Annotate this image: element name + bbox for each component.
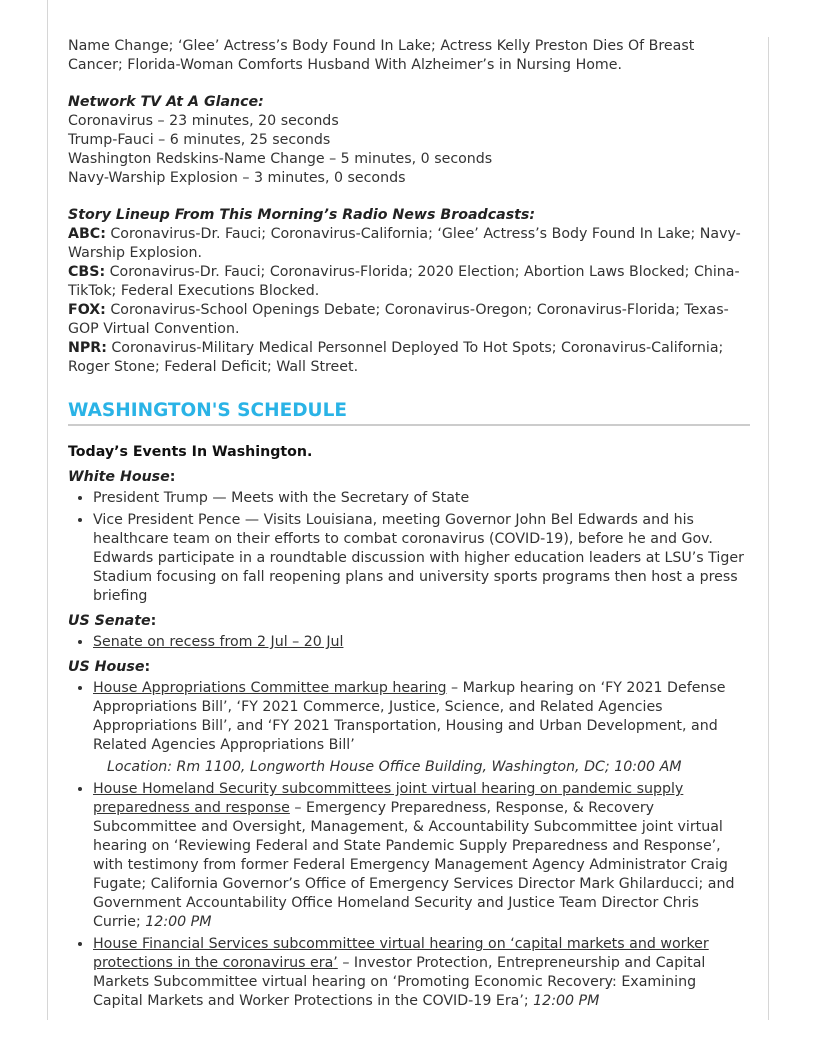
branch-label: US House [68,659,145,675]
hearing-time: 12:00 PM [145,914,212,930]
left-border [47,0,48,1020]
radio-stories: Coronavirus-Dr. Fauci; Coronavirus-California; ‘Glee’ Actress’s Body Found In Lake; Navy-Warship Explosion. [68,226,741,261]
network-tv-item: Navy-Warship Explosion – 3 minutes, 0 seconds [68,170,406,186]
network-name: NPR: [68,340,107,356]
branch-label: US Senate [68,613,151,629]
radio-item-fox [68,301,750,339]
radio-item-npr [68,339,750,377]
network-name: FOX: [68,302,106,318]
schedule-section-title: WASHINGTON'S SCHEDULE [68,399,750,426]
hearing-time: 12:00 PM [533,993,600,1009]
senate-recess-link[interactable]: Senate on recess from 2 Jul – 20 Jul [93,634,344,650]
house-heading [68,658,750,677]
hearing-description: – Investor Protection, Entrepreneurship and Capital Markets Subcommittee virtual hearing on ‘Promoting Economic Recovery: Examining Capital Markets and Worker Protections in the COVID-19 Era’; [93,955,706,1009]
senate-heading [68,612,750,631]
newsletter-content [68,37,750,1014]
hearing-location: Location: Rm 1100, Longworth House Office Building, Washington, DC; 10:00 AM [107,759,682,775]
radio-stories: Coronavirus-Dr. Fauci; Coronavirus-Florida; 2020 Election; Abortion Laws Blocked; China-TikTok; Federal Executions Blocked. [68,264,740,299]
branch-colon: : [169,469,176,485]
radio-stories: Coronavirus-School Openings Debate; Coronavirus-Oregon; Coronavirus-Florida; Texas-GOP Virtual Convention. [68,302,729,337]
homeland-security-hearing-link[interactable]: House Homeland Security subcommittees joint virtual hearing on pandemic supply preparedness and response [93,781,684,816]
network-name: CBS: [68,264,106,280]
hearing-description: – Markup hearing on ‘FY 2021 Defense Appropriations Bill’, ‘FY 2021 Commerce, Justice, Science, and Related Agencies Appropriations Bill’, and ‘FY 2021 Transportation, Housing and Urban Development, and Related Agencies Appropriations Bill’ [93,680,726,753]
senate-list [68,633,750,652]
list-item [93,679,750,777]
list-item: • Vice President Pence — Visits Louisiana, meeting Governor John Bel Edwards and his healthcare team on their efforts to combat coronavirus (COVID-19), before he and Gov. Edwards participate in a roundtable discussion with higher education leaders at LSU’s Tiger Stadium focusing on fall reopening plans and university sports programs then host a press briefing [93,511,750,606]
radio-item-cbs [68,263,750,301]
financial-services-hearing-link[interactable]: House Financial Services subcommittee virtual hearing on ‘capital markets and worker protections in the coronavirus era’ [93,936,709,971]
list-item [93,935,750,1011]
right-border [768,37,769,1020]
branch-colon: : [150,613,157,629]
list-item: • President Trump — Meets with the Secretary of State [93,489,750,508]
intro-continuation: Name Change; ‘Glee’ Actress’s Body Found In Lake; Actress Kelly Preston Dies Of Breast Cancer; Florida-Woman Comforts Husband With Alzheimer’s in Nursing Home. [68,38,695,73]
network-tv-item: Washington Redskins-Name Change – 5 minutes, 0 seconds [68,151,493,167]
network-tv-heading: Network TV At A Glance: [68,94,264,110]
radio-item-abc [68,225,750,263]
radio-stories: Coronavirus-Military Medical Personnel Deployed To Hot Spots; Coronavirus-California; Roger Stone; Federal Deficit; Wall Street. [68,340,724,375]
network-tv-item: Coronavirus – 23 minutes, 20 seconds [68,113,339,129]
branch-label: White House [68,469,170,485]
network-tv-item: Trump-Fauci – 6 minutes, 25 seconds [68,132,331,148]
appropriations-hearing-link[interactable]: House Appropriations Committee markup hearing [93,680,447,696]
hearing-description: – Emergency Preparedness, Response, & Recovery Subcommittee and Oversight, Management, & Accountability Subcommittee joint virtual hearing on ‘Reviewing Federal and State Pandemic Supply Preparedness and Response’, with testimony from former Federal Emergency Management Agency Administrator Craig Fugate; California Governor’s Office of Emergency Services Director Mark Ghilarducci; and Government Accountability Office Homeland Security and Justice Team Director Chris Currie; [93,800,735,930]
branch-colon: : [144,659,151,675]
house-list [68,679,750,1011]
list-item [93,780,750,932]
white-house-list [68,489,750,606]
network-name: ABC: [68,226,106,242]
list-item [93,633,750,652]
events-title: Today’s Events In Washington. [68,444,313,460]
radio-heading: Story Lineup From This Morning’s Radio News Broadcasts: [68,207,536,223]
white-house-heading [68,468,750,487]
